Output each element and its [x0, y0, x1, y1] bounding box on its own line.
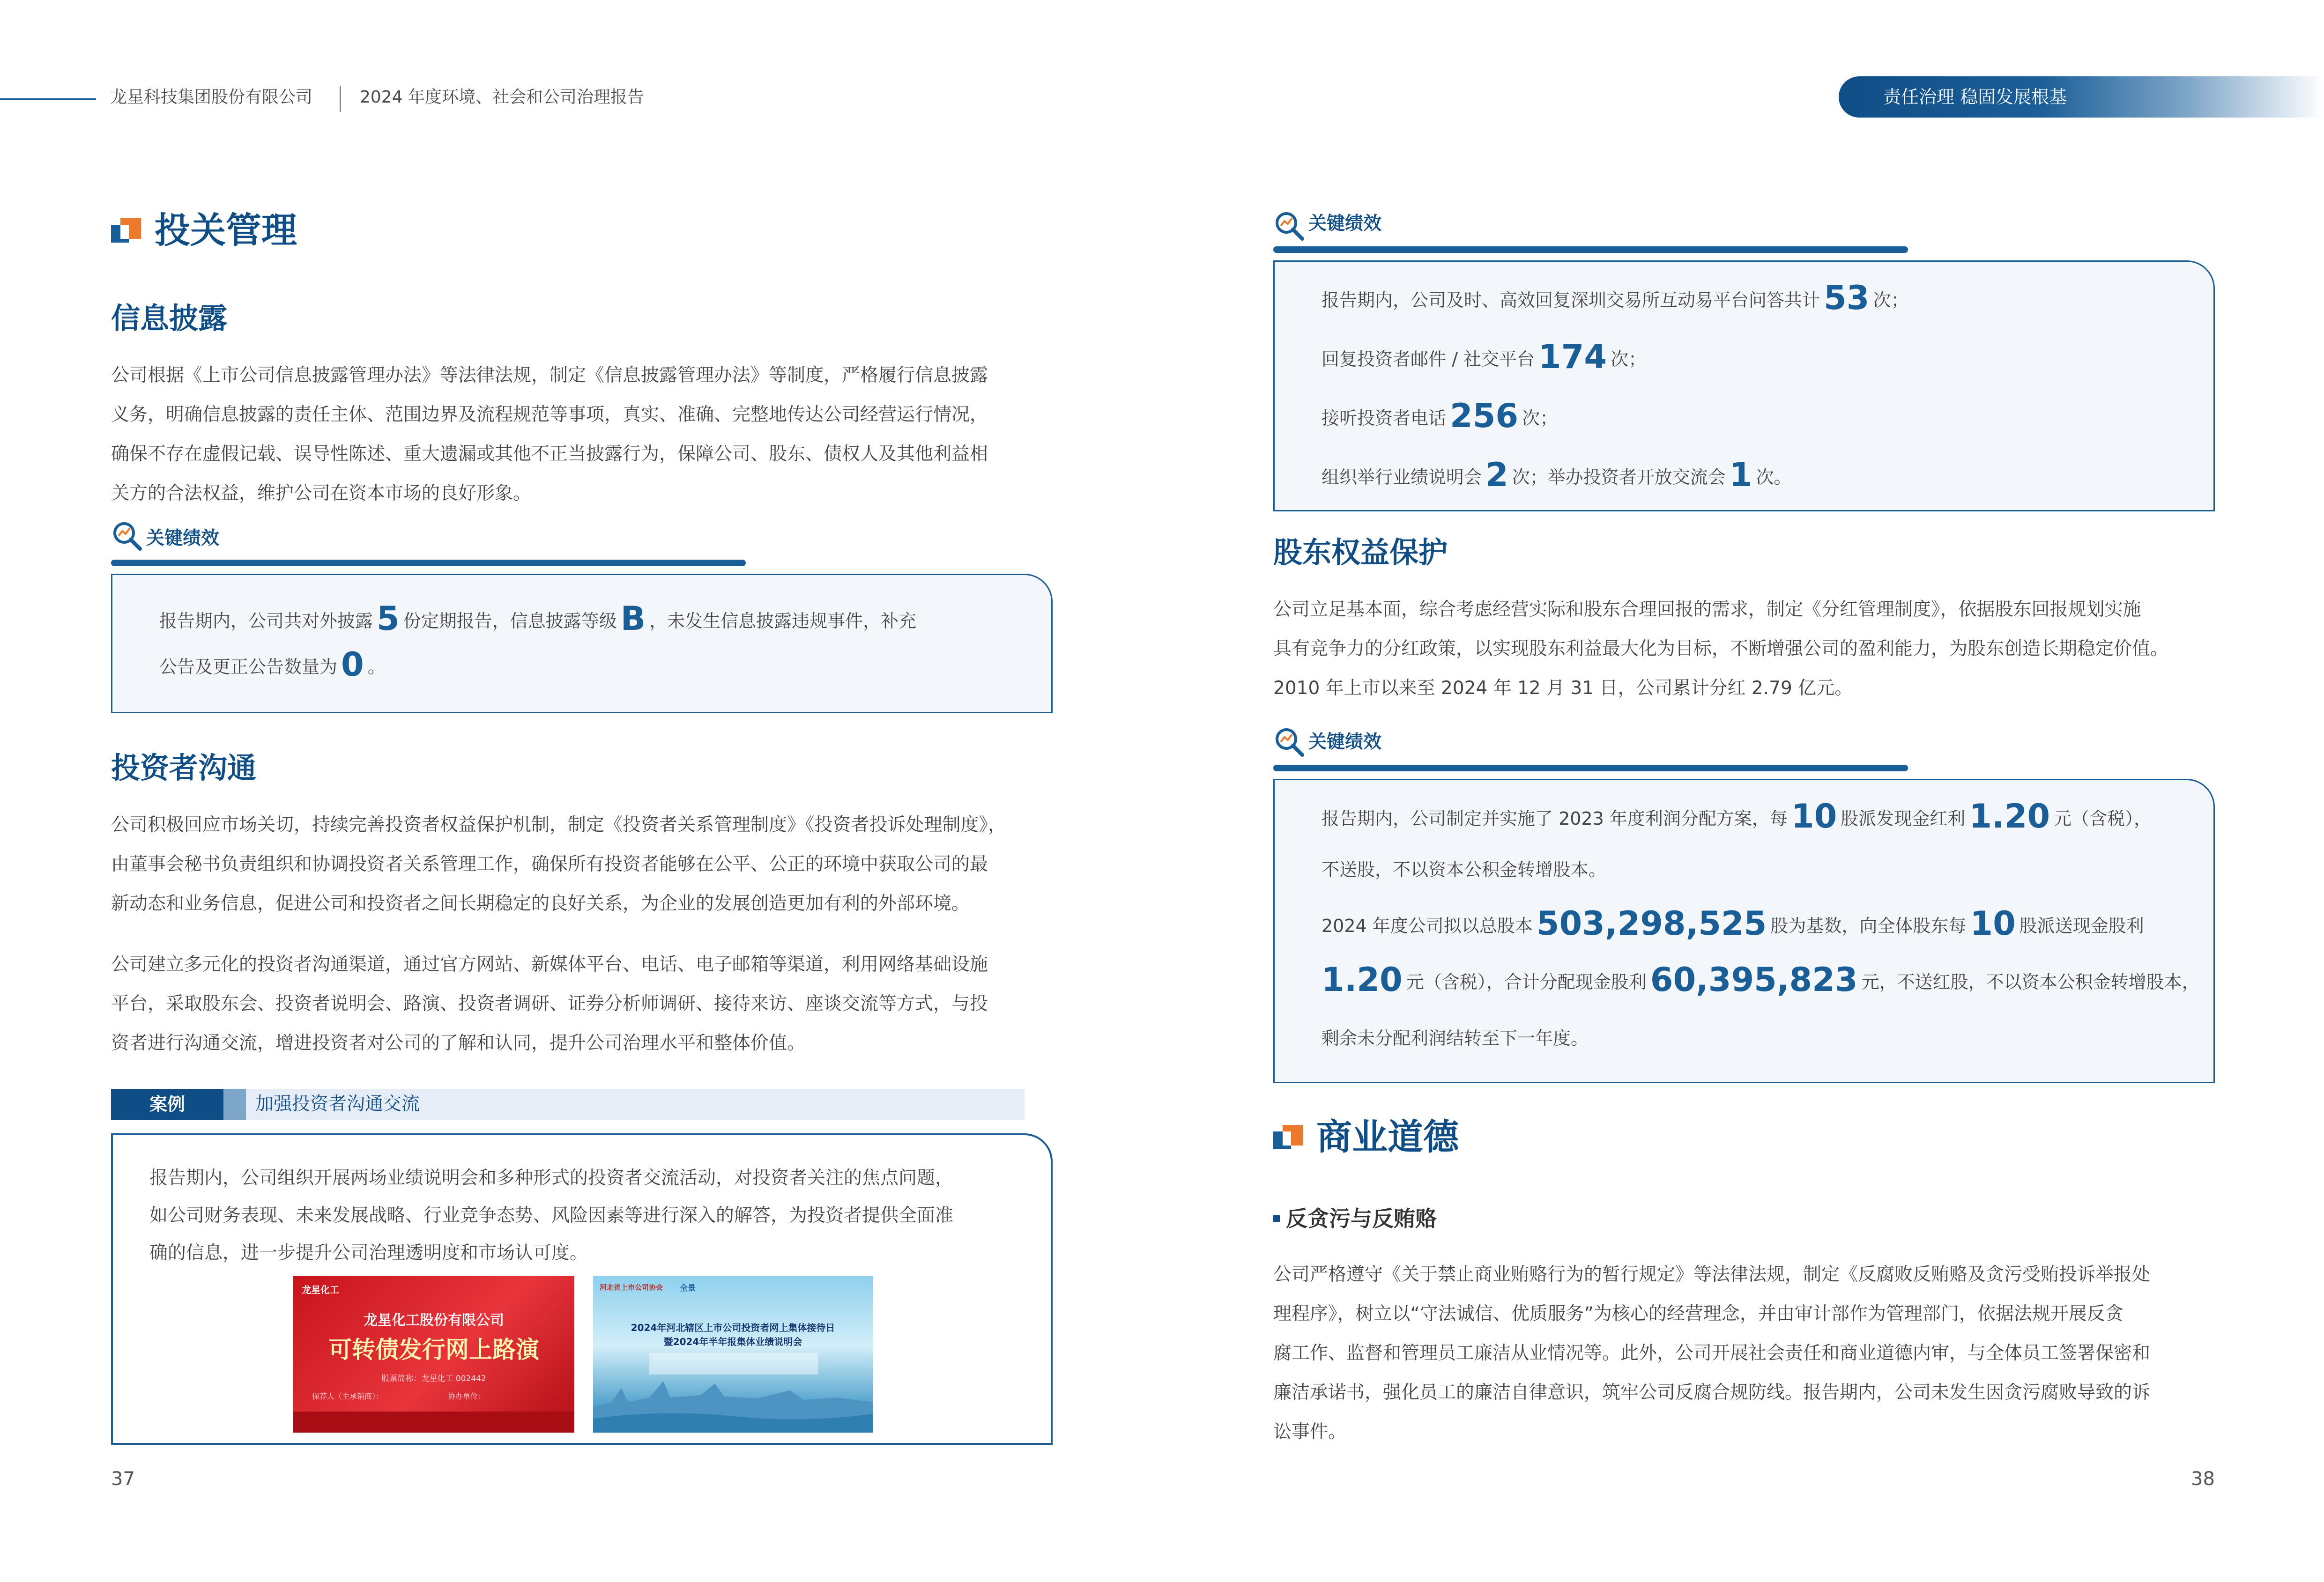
photo-title: 暨2024年半年报集体业绩说明会: [663, 1336, 802, 1347]
section-banner: [1839, 76, 2324, 118]
case-tag: 案例: [111, 1089, 223, 1120]
kp-value-total-shares: 503,298,525: [1536, 904, 1767, 943]
page-number-left: 37: [111, 1468, 135, 1490]
case-title: 加强投资者沟通交流: [255, 1094, 420, 1115]
skyline-graphic: [593, 1369, 873, 1433]
magnifier-chart-icon: [1273, 726, 1306, 759]
roadshow-photo: [293, 1276, 574, 1433]
briefing-photo: [593, 1276, 873, 1433]
ethics-paragraph: [1273, 1255, 2215, 1452]
key-performance-bar: [111, 560, 746, 566]
section-title-ethics: 商业道德: [1316, 1116, 1459, 1158]
photo-headline: 可转债发行网上路演: [328, 1336, 539, 1363]
key-performance-box-investor: [1273, 260, 2215, 511]
header-divider: [340, 86, 341, 112]
kp-line: 回复投资者邮件 / 社交平台 174 次；: [1322, 338, 1647, 376]
page-number-right: 38: [2191, 1468, 2215, 1490]
kp-line: 接听投资者电话 256 次；: [1322, 397, 1558, 435]
kp-value-dividend: 1.20: [1969, 797, 2050, 835]
kp-line: 1.20 元（含税），合计分配现金股利 60,395,823 元，不送红股，不以资本公积金转增股本，: [1322, 961, 2200, 999]
kp-value-open-days: 1: [1729, 456, 1752, 494]
header-report-title: 2024 年度环境、社会和公司治理报告: [360, 88, 645, 107]
kp-line: 公告及更正公告数量为 0 。: [159, 645, 386, 684]
case-tag-accent: [223, 1089, 246, 1120]
disclosure-line: 公司根据《上市公司信息披露管理办法》等法律法规，制定《信息披露管理办法》等制度，严格履行信息披露: [111, 365, 988, 386]
kp-value-reports: 5: [377, 599, 400, 638]
subsection-title-investor: 投资者沟通: [111, 751, 257, 785]
ethics-line: 廉洁承诺书，强化员工的廉洁自律意识，筑牢公司反腐合规防线。报告期内，公司未发生因贪污腐败导致的诉: [1273, 1382, 2151, 1403]
ethics-line: 讼事件。: [1273, 1421, 1347, 1442]
magnifier-chart-icon: [1273, 210, 1306, 243]
disclosure-line: 义务，明确信息披露的责任主体、范围边界及流程规范等事项，真实、准确、完整地传达公司经营运行情况，: [111, 404, 988, 425]
kp-value-emails: 174: [1538, 338, 1607, 376]
photo-logo: 龙星化工: [302, 1284, 339, 1295]
case-text: [149, 1160, 1002, 1272]
kp-line: 报告期内，公司及时、高效回复深圳交易所互动易平台问答共计 53 次；: [1322, 279, 1909, 317]
kp-value-corrections: 0: [341, 645, 364, 684]
investor-line: 资者进行沟通交流，增进投资者对公司的了解和认同，提升公司治理水平和整体价值。: [111, 1033, 806, 1054]
key-performance-label: 关键绩效: [1308, 732, 1382, 753]
ethics-line: 理程序》，树立以“守法诚信、优质服务”为核心的经营理念，并由审计部作为管理部门，依据法规开展反贪: [1273, 1303, 2124, 1324]
kp-value-grade: B: [620, 599, 646, 638]
shareholder-line: 公司立足基本面，综合考虑经营实际和股东合理回报的需求，制定《分红管理制度》，依据股东回报规划实施: [1273, 599, 2141, 620]
kp-value-qa: 53: [1824, 279, 1870, 317]
key-performance-label: 关键绩效: [1308, 213, 1382, 234]
shareholder-line: 2010 年上市以来至 2024 年 12 月 31 日，公司累计分红 2.79 亿元。: [1273, 678, 1853, 699]
photo-brand: 全景: [680, 1284, 696, 1293]
kp-value-total-cash: 60,395,823: [1650, 961, 1858, 999]
header-company: 龙星科技集团股份有限公司: [110, 88, 313, 107]
case-line: 确的信息，进一步提升公司治理透明度和市场认可度。: [149, 1242, 588, 1264]
magnifier-chart-icon: [111, 520, 144, 553]
disclosure-line: 确保不存在虚假记载、误导性陈述、重大遗漏或其他不正当披露行为，保障公司、股东、债权人及其他利益相: [111, 444, 988, 465]
shareholder-line: 具有竞争力的分红政策，以实现股东利益最大化为目标，不断增强公司的盈利能力，为股东创造长期稳定价值。: [1273, 638, 2169, 659]
section-banner-text: 责任治理 稳固发展根基: [1883, 87, 2067, 107]
kp-line: 报告期内，公司制定并实施了 2023 年度利润分配方案，每 10 股派发现金红利 1.20 元（含税），: [1322, 797, 2152, 835]
case-line: 如公司财务表现、未来发展战略、行业竞争态势、风险因素等进行深入的解答，为投资者提供全面准: [149, 1205, 954, 1226]
photo-footer: 保荐人（主承销商）：: [312, 1392, 384, 1401]
kp-value-per-shares: 10: [1791, 797, 1837, 835]
ethics-line: 腐工作、监督和管理员工廉洁从业情况等。此外，公司开展社会责任和商业道德内审，与全体员工签署保密和: [1273, 1343, 2151, 1364]
case-bar: [111, 1089, 1025, 1120]
section-title-ir: 投关管理: [155, 209, 297, 251]
photo-footer: 股票简称：龙星化工 002442: [381, 1374, 486, 1383]
kp-value-calls: 256: [1450, 397, 1519, 435]
photo-footer: 协办单位：: [448, 1392, 486, 1401]
bullet-square-icon: [1273, 1215, 1280, 1222]
investor-paragraph-2: [111, 945, 1053, 1063]
subhead-anticorruption: 反贪污与反贿赂: [1286, 1206, 1437, 1231]
key-performance-bar: [1273, 246, 1908, 253]
ethics-line: 公司严格遵守《关于禁止商业贿赂行为的暂行规定》等法律法规，制定《反腐败反贿赂及贪污受贿投诉举报处: [1273, 1264, 2151, 1285]
kp-value-dividend-2024: 1.20: [1322, 961, 1403, 999]
square-accent-icon: [111, 216, 141, 246]
kp-line: 不送股，不以资本公积金转增股本。: [1322, 859, 1607, 880]
square-accent-icon: [1273, 1123, 1303, 1153]
subsection-title-shareholder: 股东权益保护: [1273, 535, 1448, 569]
disclosure-line: 关方的合法权益，维护公司在资本市场的良好形象。: [111, 483, 532, 504]
shareholder-paragraph: [1273, 590, 2215, 708]
case-line: 报告期内，公司组织开展两场业绩说明会和多种形式的投资者交流活动，对投资者关注的焦点问题，: [149, 1168, 954, 1189]
case-box: [111, 1133, 1053, 1445]
investor-line: 平台，采取股东会、投资者说明会、路演、投资者调研、证券分析师调研、接待来访、座谈交流等方式，与投: [111, 993, 988, 1014]
investor-line: 由董事会秘书负责组织和协调投资者关系管理工作，确保所有投资者能够在公平、公正的环境中获取公司的最: [111, 854, 988, 875]
key-performance-bar: [1273, 765, 1908, 771]
disclosure-paragraph: [111, 356, 1053, 513]
header-rule: [0, 98, 96, 100]
investor-line: 公司建立多元化的投资者沟通渠道，通过官方网站、新媒体平台、电话、电子邮箱等渠道，利用网络基础设施: [111, 954, 988, 975]
key-performance-box-disclosure: [111, 574, 1053, 713]
investor-paragraph-1: [111, 806, 1053, 924]
kp-line: 剩余未分配利润结转至下一年度。: [1322, 1028, 1589, 1049]
investor-line: 新动态和业务信息，促进公司和投资者之间长期稳定的良好关系，为企业的发展创造更加有利的外部环境。: [111, 893, 970, 914]
key-performance-box-dividend: [1273, 779, 2215, 1083]
subsection-title-disclosure: 信息披露: [111, 301, 228, 335]
investor-line: 公司积极回应市场关切，持续完善投资者权益保护机制，制定《投资者关系管理制度》《投资者投诉处理制度》，: [111, 814, 1007, 835]
kp-line: 组织举行业绩说明会 2 次；举办投资者开放交流会 1 次。: [1322, 456, 1792, 494]
photo-title: 2024年河北辖区上市公司投资者网上集体接待日: [631, 1322, 835, 1333]
kp-value-briefings: 2: [1485, 456, 1508, 494]
kp-line: 2024 年度公司拟以总股本 503,298,525 股为基数，向全体股东每 10 股派送现金股利: [1322, 904, 2144, 943]
kp-value-per-shares-2024: 10: [1970, 904, 2016, 943]
key-performance-label: 关键绩效: [146, 528, 220, 549]
kp-line: 报告期内，公司共对外披露 5 份定期报告，信息披露等级 B ，未发生信息披露违规事件，补充: [159, 599, 917, 638]
photo-company: 龙星化工股份有限公司: [364, 1312, 504, 1329]
photo-org: 河北省上市公司协会: [600, 1283, 663, 1292]
